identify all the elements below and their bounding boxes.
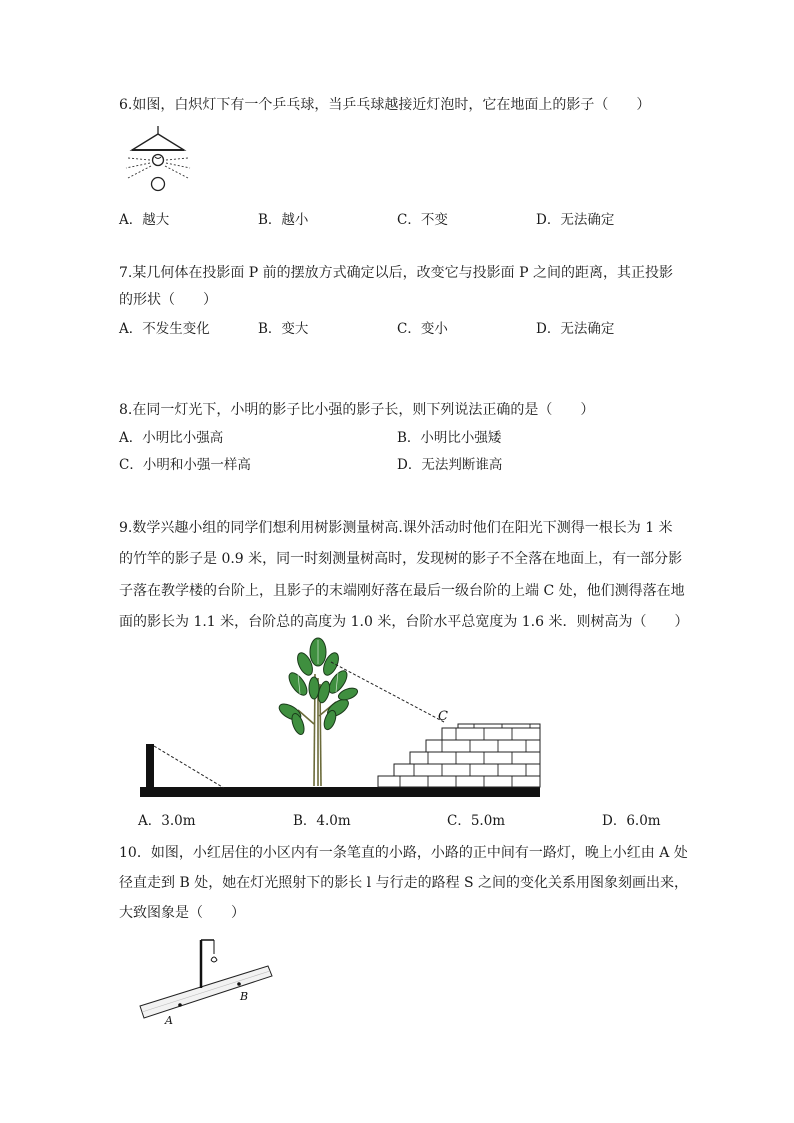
q8-option-d: D．无法判断谁高 [397,457,503,473]
q10-stem-line1: 10．如图，小红居住的小区内有一条笔直的小路，小路的正中间有一路灯，晚上小红由 A 处 [119,845,688,861]
q6-stem: 6.如图，白炽灯下有一个乒乓球，当乒乓球越接近灯泡时，它在地面上的影子（ ） [119,97,651,113]
q8-option-c: C．小明和小强一样高 [119,457,251,473]
point-b-label: B [240,990,249,1003]
q10-stem-line3: 大致图象是（ ） [119,905,245,921]
q8-stem: 8.在同一灯光下，小明的影子比小强的影子长，则下列说法正确的是（ ） [119,402,595,418]
q8-option-b: B．小明比小强矮 [397,430,502,446]
q7-option-c: C．变小 [397,321,448,337]
q8-option-a: A．小明比小强高 [119,430,224,446]
q6-option-b: B．越小 [258,212,309,228]
q9-stem-line3: 子落在教学楼的台阶上，且影子的末端刚好落在最后一级台阶的上端 C 处，他们测得落在地 [119,583,685,599]
q7-stem-line1: 7.某几何体在投影面 P 前的摆放方式确定以后，改变它与投影面 P 之间的距离，其正投影 [119,265,673,281]
q6-option-d: D．无法确定 [536,212,615,228]
q7-option-b: B．变大 [258,321,309,337]
q7-option-a: A．不发生变化 [119,321,210,337]
q6-option-c: C．不变 [397,212,448,228]
lamp-pingpong-figure [120,124,192,196]
point-c-label: C [438,709,448,724]
street-lamp-path-figure [138,932,278,1028]
q9-stem-line2: 的竹竿的影子是 0.9 米，同一时刻测量树高时，发现树的影子不全落在地面上，有一部分影 [119,551,683,567]
q9-option-d: D．6.0m [602,813,661,829]
q9-stem-line4: 面的影长为 1.1 米，台阶总的高度为 1.0 米，台阶水平总宽度为 1.6 米．则树高为（ ） [119,614,689,630]
q9-option-a: A．3.0m [138,813,196,829]
q9-option-b: B．4.0m [293,813,351,829]
q9-stem-line1: 9.数学兴趣小组的同学们想利用树影测量树高.课外活动时他们在阳光下测得一根长为 1 米 [119,520,673,536]
point-a-label: A [165,1014,173,1027]
q10-stem-line2: 径直走到 B 处，她在灯光照射下的影长 l 与行走的路程 S 之间的变化关系用图象刻画出来， [119,875,689,891]
q9-option-c: C．5.0m [447,813,506,829]
q6-option-a: A．越大 [119,212,170,228]
tree-shadow-steps-figure [138,636,548,802]
q7-stem-line2: 的形状（ ） [119,292,217,308]
q7-option-d: D．无法确定 [536,321,615,337]
